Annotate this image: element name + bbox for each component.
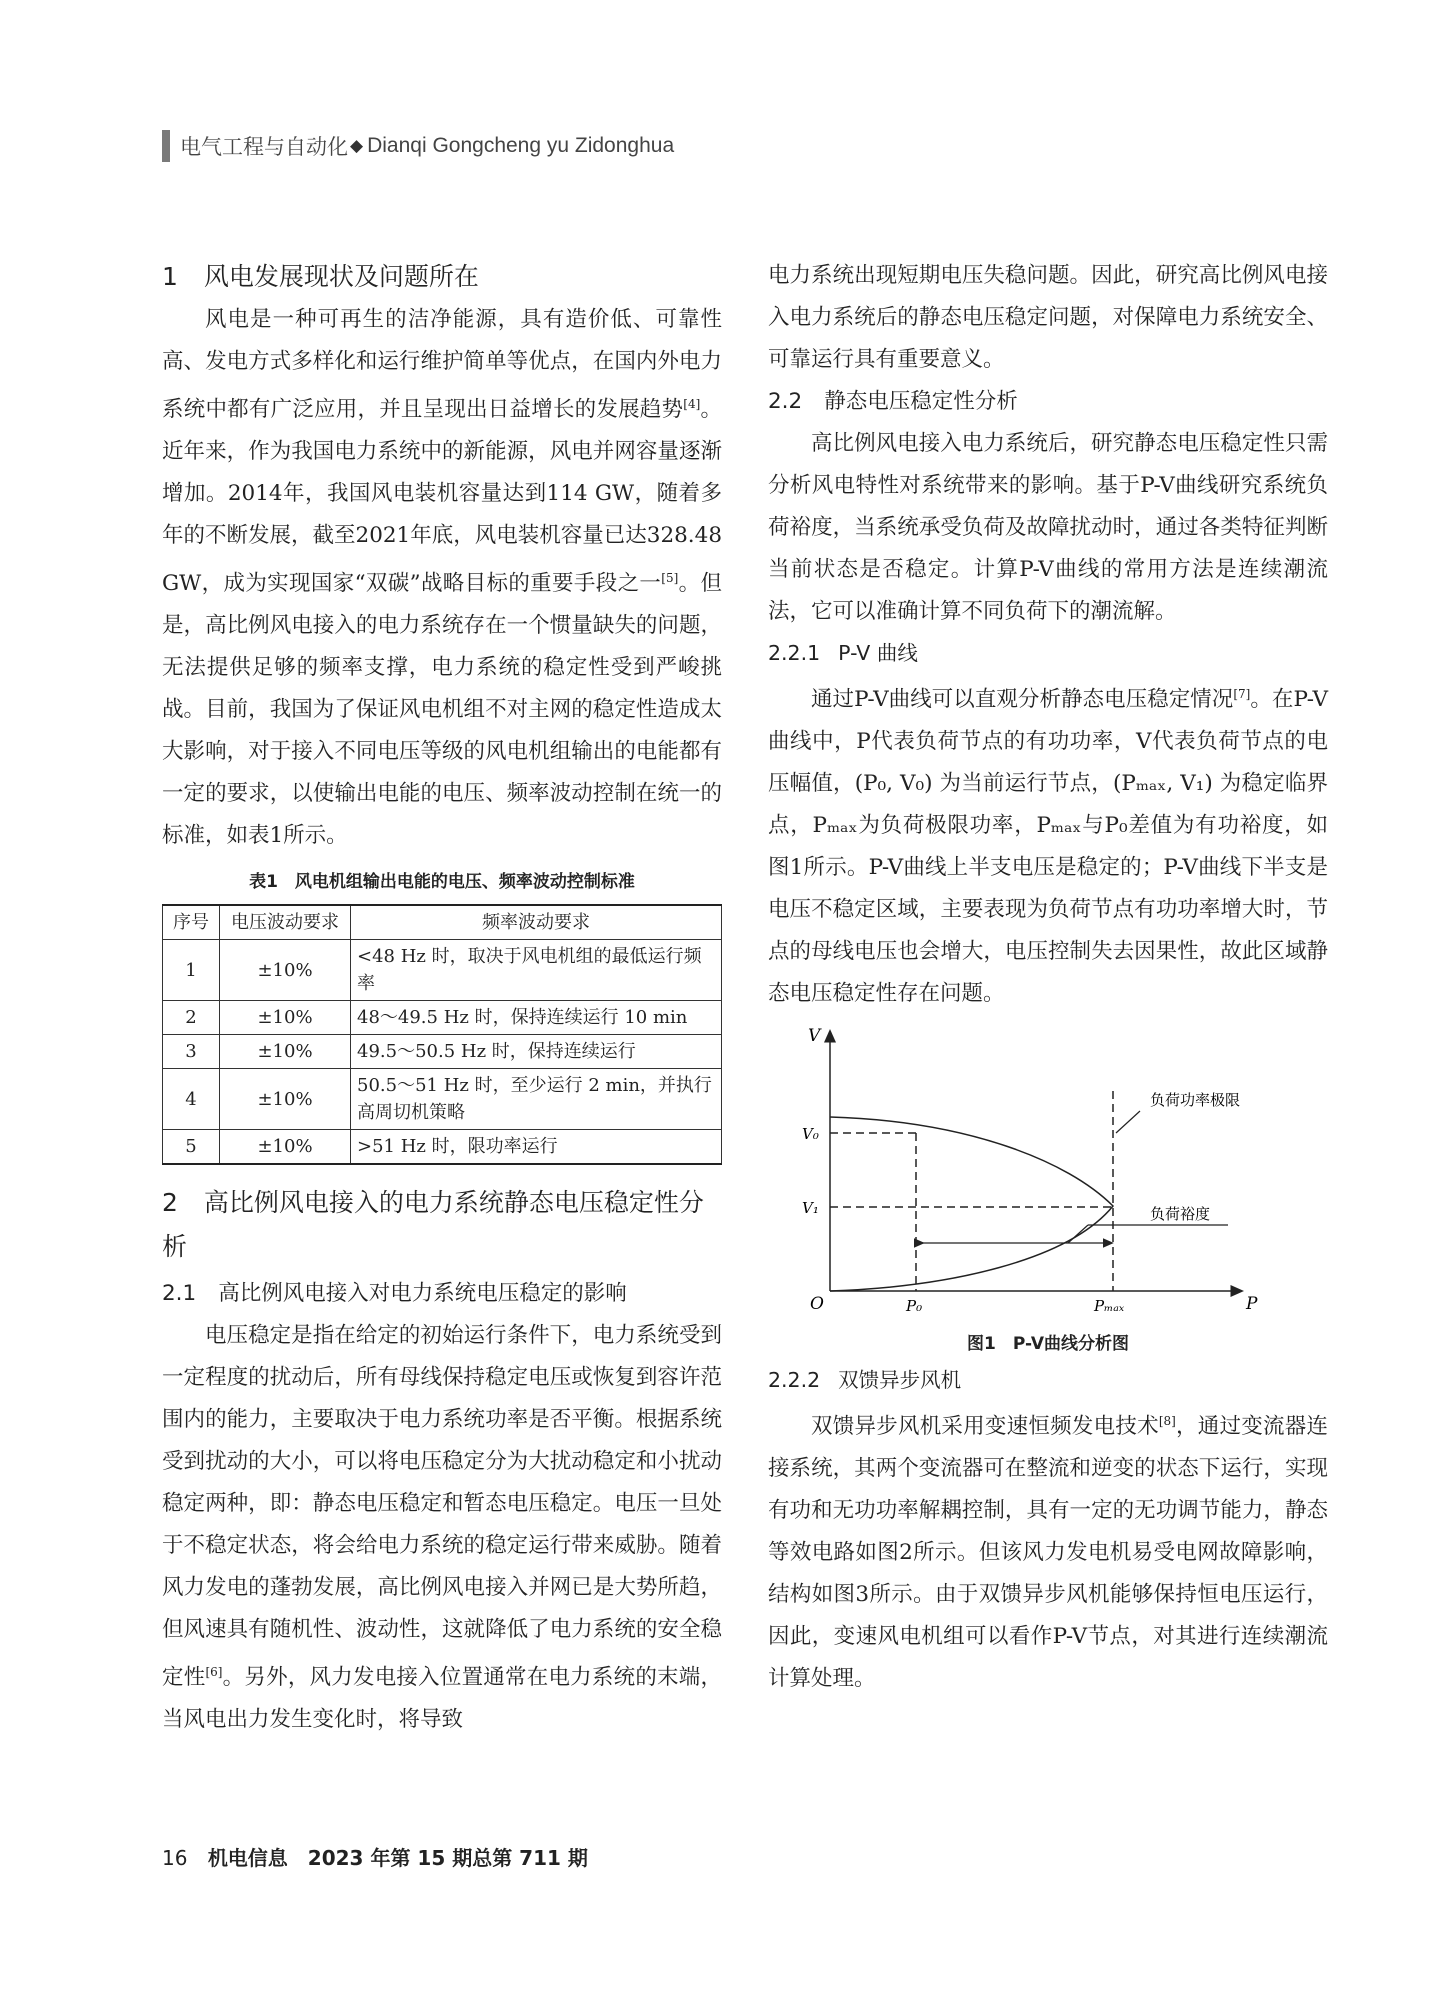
citation-7[interactable]: [7] (1233, 687, 1251, 701)
section-2-2-1-paragraph: 通过P-V曲线可以直观分析静态电压稳定情况[7]。在P-V曲线中，P代表负荷节点的有功功率，V代表负荷节点的电压幅值，(P₀, V₀) 为当前运行节点，(Pₘₐₓ, V₁) 为稳定临界点，Pₘₐₓ为负荷极限功率，Pₘₐₓ与P₀差值为有功裕度，如图1所示。P-V曲线上半支电压是稳定的；P-V曲线下半支是电压不稳定区域，主要表现为负荷节点有功功率增大时，节点的母线电压也会增大，电压控制失去因果性，故此区域静态电压稳定性存在问题。 (768, 687, 1328, 1007)
table-row: 1 ±10% <48 Hz 时，取决于风电机组的最低运行频率 (163, 940, 722, 1001)
citation-4[interactable]: [4] (683, 397, 701, 411)
table-row: 4 ±10% 50.5～51 Hz 时，至少运行 2 min，并执行高周切机策略 (163, 1069, 722, 1130)
citation-8[interactable]: [8] (1158, 1414, 1176, 1429)
section-2-1-paragraph: 电压稳定是指在给定的初始运行条件下，电力系统受到一定程度的扰动后，所有母线保持稳定电压或恢复到容许范围内的能力，主要取决于电力系统功率是否平衡。根据系统受到扰动的大小，可以将电压稳定分为大扰动稳定和小扰动稳定两种，即：静态电压稳定和暂态电压稳定。电压一旦处于不稳定状态，将会给电力系统的稳定运行带来威胁。随着风力发电的蓬勃发展，高比例风电接入并网已是大势所趋，但风速具有随机性、波动性，这就降低了电力系统的安全稳定性[6]。另外，风力发电接入位置通常在电力系统的末端，当风电出力发生变化时，将导致 (162, 1323, 722, 1733)
section-2-heading: 2 高比例风电接入的电力系统静态电压稳定性分析 (162, 1188, 704, 1262)
header-bar (162, 130, 170, 162)
v1-label: V₁ (802, 1199, 819, 1218)
v-axis-label: V (808, 1026, 821, 1047)
section-2-2-paragraph: 高比例风电接入电力系统后，研究静态电压稳定性只需分析风电特性对系统带来的影响。基于P-V曲线研究系统负荷裕度，当系统承受负荷及故障扰动时，通过各类特征判断当前状态是否稳定。计算P-V曲线的常用方法是连续潮流法，它可以准确计算不同负荷下的潮流解。 (768, 431, 1328, 624)
pmax-label: Pₘₐₓ (1094, 1297, 1125, 1316)
v0-label: V₀ (802, 1125, 819, 1144)
section-2-2-heading: 2.2 静态电压稳定性分析 (768, 389, 1018, 414)
margin-leader (1068, 1225, 1088, 1243)
origin-label: O (810, 1294, 824, 1315)
table-header-frequency: 频率波动要求 (351, 905, 722, 940)
journal-info: 机电信息 2023 年第 15 期总第 711 期 (207, 1846, 588, 1870)
margin-label: 负荷裕度 (1150, 1205, 1211, 1224)
table-1 (162, 904, 722, 1165)
citation-5[interactable]: [5] (661, 571, 679, 586)
figure-1 (768, 1021, 1328, 1354)
section-1-heading: 1 风电发展现状及问题所在 (162, 262, 479, 291)
section-2-2-2-heading: 2.2.2 双馈异步风机 (768, 1368, 962, 1393)
left-column (162, 255, 722, 1741)
page-number: 16 (162, 1846, 188, 1870)
right-column (768, 255, 1328, 1700)
table-row: 2 ±10% 48～49.5 Hz 时，保持连续运行 10 min (163, 1001, 722, 1035)
running-header (162, 130, 674, 162)
header-title-en: Dianqi Gongcheng yu Zidonghua (367, 134, 675, 157)
table-header-no: 序号 (163, 905, 220, 940)
citation-6[interactable]: [6] (205, 1665, 223, 1680)
table-row: 3 ±10% 49.5～50.5 Hz 时，保持连续运行 (163, 1035, 722, 1069)
section-2-1-paragraph-cont: 电力系统出现短期电压失稳问题。因此，研究高比例风电接入电力系统后的静态电压稳定问题，对保障电力系统安全、可靠运行具有重要意义。 (768, 263, 1328, 372)
table-row: 5 ±10% >51 Hz 时，限功率运行 (163, 1130, 722, 1165)
figure-1-caption: 图1 P-V曲线分析图 (967, 1334, 1129, 1355)
p0-label: P₀ (906, 1297, 923, 1316)
header-title-cn: 电气工程与自动化 (180, 135, 348, 159)
limit-leader (1116, 1111, 1140, 1133)
limit-label: 负荷功率极限 (1150, 1091, 1241, 1110)
section-2-2-1-heading: 2.2.1 P-V 曲线 (768, 641, 918, 665)
header-diamond-icon: ◆ (350, 136, 364, 156)
section-2-1-heading: 2.1 高比例风电接入对电力系统电压稳定的影响 (162, 1281, 627, 1307)
pv-curve (830, 1117, 1113, 1291)
table-header-voltage: 电压波动要求 (220, 905, 351, 940)
section-2-2-2-paragraph: 双馈异步风机采用变速恒频发电技术[8]，通过变流器连接系统，其两个变流器可在整流和逆变的状态下运行，实现有功和无功功率解耦控制，具有一定的无功调节能力，静态等效电路如图2所示。但该风力发电机易受电网故障影响，结构如图3所示。由于双馈异步风机能够保持恒电压运行，因此，变速风电机组可以看作P-V节点，对其进行连续潮流计算处理。 (768, 1414, 1328, 1692)
section-1-paragraph: 风电是一种可再生的洁净能源，具有造价低、可靠性高、发电方式多样化和运行维护简单等优点，在国内外电力系统中都有广泛应用，并且呈现出日益增长的发展趋势[4]。近年来，作为我国电力系统中的新能源，风电并网容量逐渐增加。2014年，我国风电装机容量达到114 GW，随着多年的不断发展，截至2021年底，风电装机容量已达328.48 GW，成为实现国家“双碳”战略目标的重要手段之一[5]。但是，高比例风电接入的电力系统存在一个惯量缺失的问题，无法提供足够的频率支撑，电力系统的稳定性受到严峻挑战。目前，我国为了保证风电机组不对主网的稳定性造成太大影响，对于接入不同电压等级的风电机组输出的电能都有一定的要求，以使输出电能的电压、频率波动控制在统一的标准，如表1所示。 (162, 307, 722, 849)
p-axis-label: P (1246, 1294, 1258, 1315)
pv-curve-diagram (768, 1021, 1328, 1321)
table-1-caption: 表1 风电机组输出电能的电压、频率波动控制标准 (249, 872, 635, 893)
page-footer (162, 1842, 588, 1871)
